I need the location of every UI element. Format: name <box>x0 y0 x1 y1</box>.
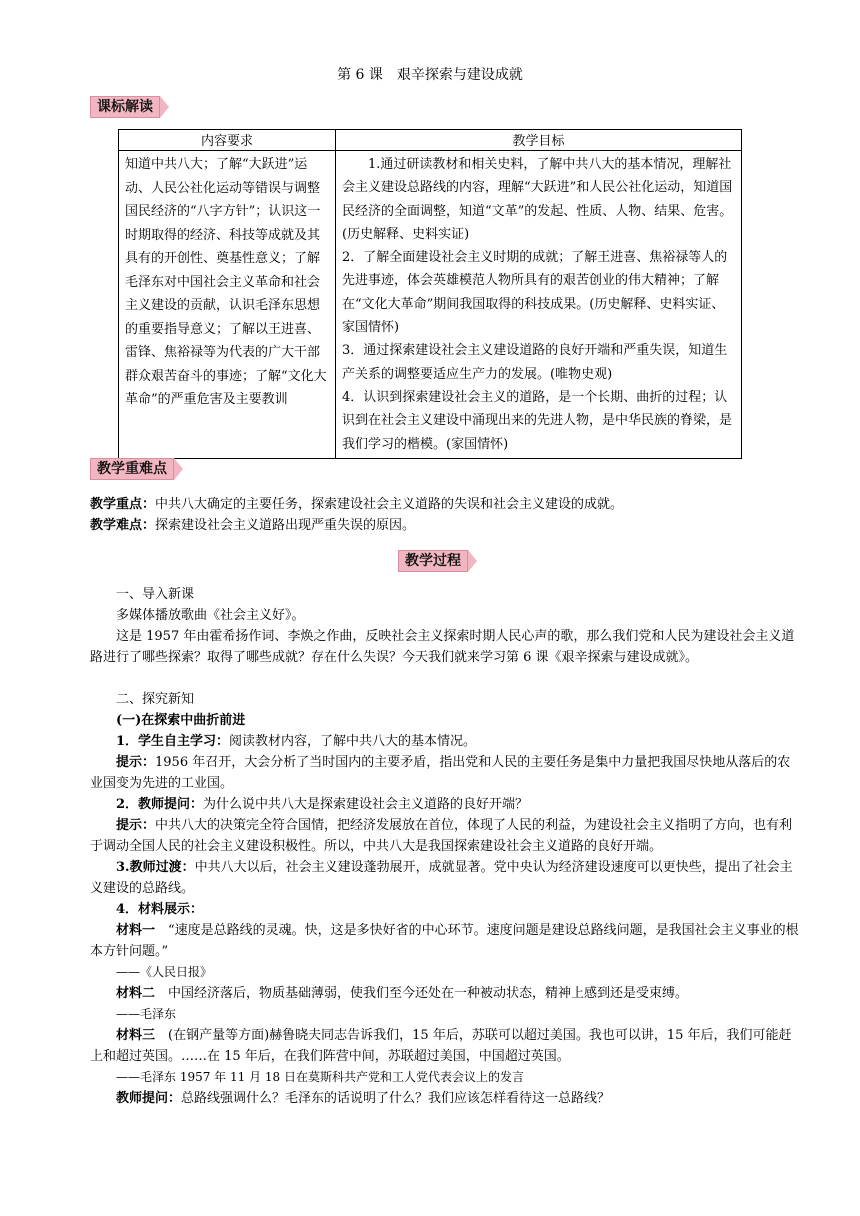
teaching-goals-cell <box>336 151 742 459</box>
paragraph: 提示：中共八大的决策完全符合国情，把经济发展放在首位，体现了人民的利益，为建设社会主义指明了方向，也有利于调动全国人民的社会主义建设积极性。所以，中共八大是我国探索建设社会主义道路的良好开端。 <box>90 818 793 854</box>
paragraph: 教师提问：总路线强调什么？毛泽东的话说明了什么？我们应该怎样看待这一总路线？ <box>116 1091 611 1106</box>
material-quote: 材料二 中国经济落后，物质基础薄弱，使我们至今还处在一种被动状态，精神上感到还是受束缚。 <box>116 986 689 1001</box>
goal-item: 2．了解全面建设社会主义时期的成就；了解王进喜、焦裕禄等人的先进事迹，体会英雄模范人物所具有的艰苦创业的伟大精神；了解在“文化大革命”期间我国取得的科技成果。(历史解释、史料实证、家国情怀) <box>342 250 728 336</box>
section-badge-label: 教学过程 <box>398 550 468 572</box>
paragraph: 1．学生自主学习：阅读教材内容，了解中共八大的基本情况。 <box>116 734 477 749</box>
goal-item: 1.通过研读教材和相关史料，了解中共八大的基本情况，理解社会主义建设总路线的内容，理解“大跃进”和人民公社化运动，知道国民经济的全面调整，知道“文革”的发起、性质、人物、结果、危害。(历史解释、史料实证) <box>342 157 733 242</box>
paragraph: 2．教师提问：为什么说中共八大是探索建设社会主义道路的良好开端？ <box>116 797 529 812</box>
paragraph: 提示：1956 年召开，大会分析了当时国内的主要矛盾，指出党和人民的主要任务是集中力量把我国尽快地从落后的农业国变为先进的工业国。 <box>90 755 791 791</box>
material-source: ——《人民日报》 <box>116 965 213 979</box>
material-source: ——毛泽东 1957 年 11 月 18 日在莫斯科共产党和工人党代表会议上的发言 <box>116 1070 524 1084</box>
badge-arrow-icon <box>160 96 169 118</box>
badge-arrow-icon <box>468 550 477 572</box>
key-point: 教学重点：中共八大确定的主要任务，探索建设社会主义道路的失误和社会主义建设的成就。 <box>90 497 624 512</box>
badge-arrow-icon <box>174 458 183 480</box>
paragraph: 4．材料展示： <box>116 902 204 917</box>
difficult-point: 教学难点：探索建设社会主义道路出现严重失误的原因。 <box>90 518 416 533</box>
objectives-table <box>118 129 742 459</box>
heading-intro: 一、导入新课 <box>116 587 195 602</box>
lesson-title: 第 6 课 艰辛探索与建设成就 <box>337 67 523 83</box>
section-badge-key-points <box>90 458 183 480</box>
material-source: ——毛泽东 <box>116 1007 177 1021</box>
section-badge-label: 课标解读 <box>90 96 160 118</box>
goal-item: 4．认识到探索建设社会主义的道路，是一个长期、曲折的过程；认识到在社会主义建设中涌现出来的先进人物，是中华民族的脊梁，是我们学习的楷模。(家国情怀) <box>342 389 733 452</box>
table-header-content: 内容要求 <box>119 130 336 151</box>
content-requirements-cell: 知道中共八大；了解“大跃进”运动、人民公社化运动等错误与调整国民经济的“八字方针”；认识这一时期取得的经济、科技等成就及其具有的开创性、奠基性意义；了解毛泽东对中国社会主义革命和社会主义建设的贡献，认识毛泽东思想的重要指导意义；了解以王进喜、雷锋、焦裕禄等为代表的广大干部群众艰苦奋斗的事迹；了解“文化大革命”的严重危害及主要教训 <box>119 151 336 459</box>
paragraph: 多媒体播放歌曲《社会主义好》。 <box>116 608 305 623</box>
paragraph: 这是 1957 年由霍希扬作词、李焕之作曲，反映社会主义探索时期人民心声的歌，那么我们党和人民为建设社会主义道路进行了哪些探索？取得了哪些成就？存在什么失误？今天我们就来学习第 6 课《艰辛探索与建设成就》。 <box>90 629 795 665</box>
material-quote: 材料三 (在钢产量等方面)赫鲁晓夫同志告诉我们，15 年后，苏联可以超过美国。我也可以讲，15 年后，我们可能赶上和超过英国。……在 15 年后，在我们阵营中间，苏联超过美国，中国超过英国。 <box>90 1028 792 1064</box>
heading-explore: 二、探究新知 <box>116 692 195 707</box>
material-quote: 材料一 “速度是总路线的灵魂。快，这是多快好省的中心环节。速度问题是建设总路线问题，是我国社会主义事业的根本方针问题。” <box>90 923 799 959</box>
section-badge-curriculum <box>90 96 169 118</box>
table-header-goals: 教学目标 <box>336 130 742 151</box>
goal-item: 3．通过探索建设社会主义建设道路的良好开端和严重失误，知道生产关系的调整要适应生产力的发展。(唯物史观) <box>342 343 728 382</box>
subheading: (一)在探索中曲折前进 <box>116 713 246 728</box>
section-badge-process <box>398 550 477 572</box>
paragraph: 3.教师过渡：中共八大以后，社会主义建设蓬勃展开，成就显著。党中央认为经济建设速度可以更快些，提出了社会主义建设的总路线。 <box>90 860 793 896</box>
section-badge-label: 教学重难点 <box>90 458 174 480</box>
